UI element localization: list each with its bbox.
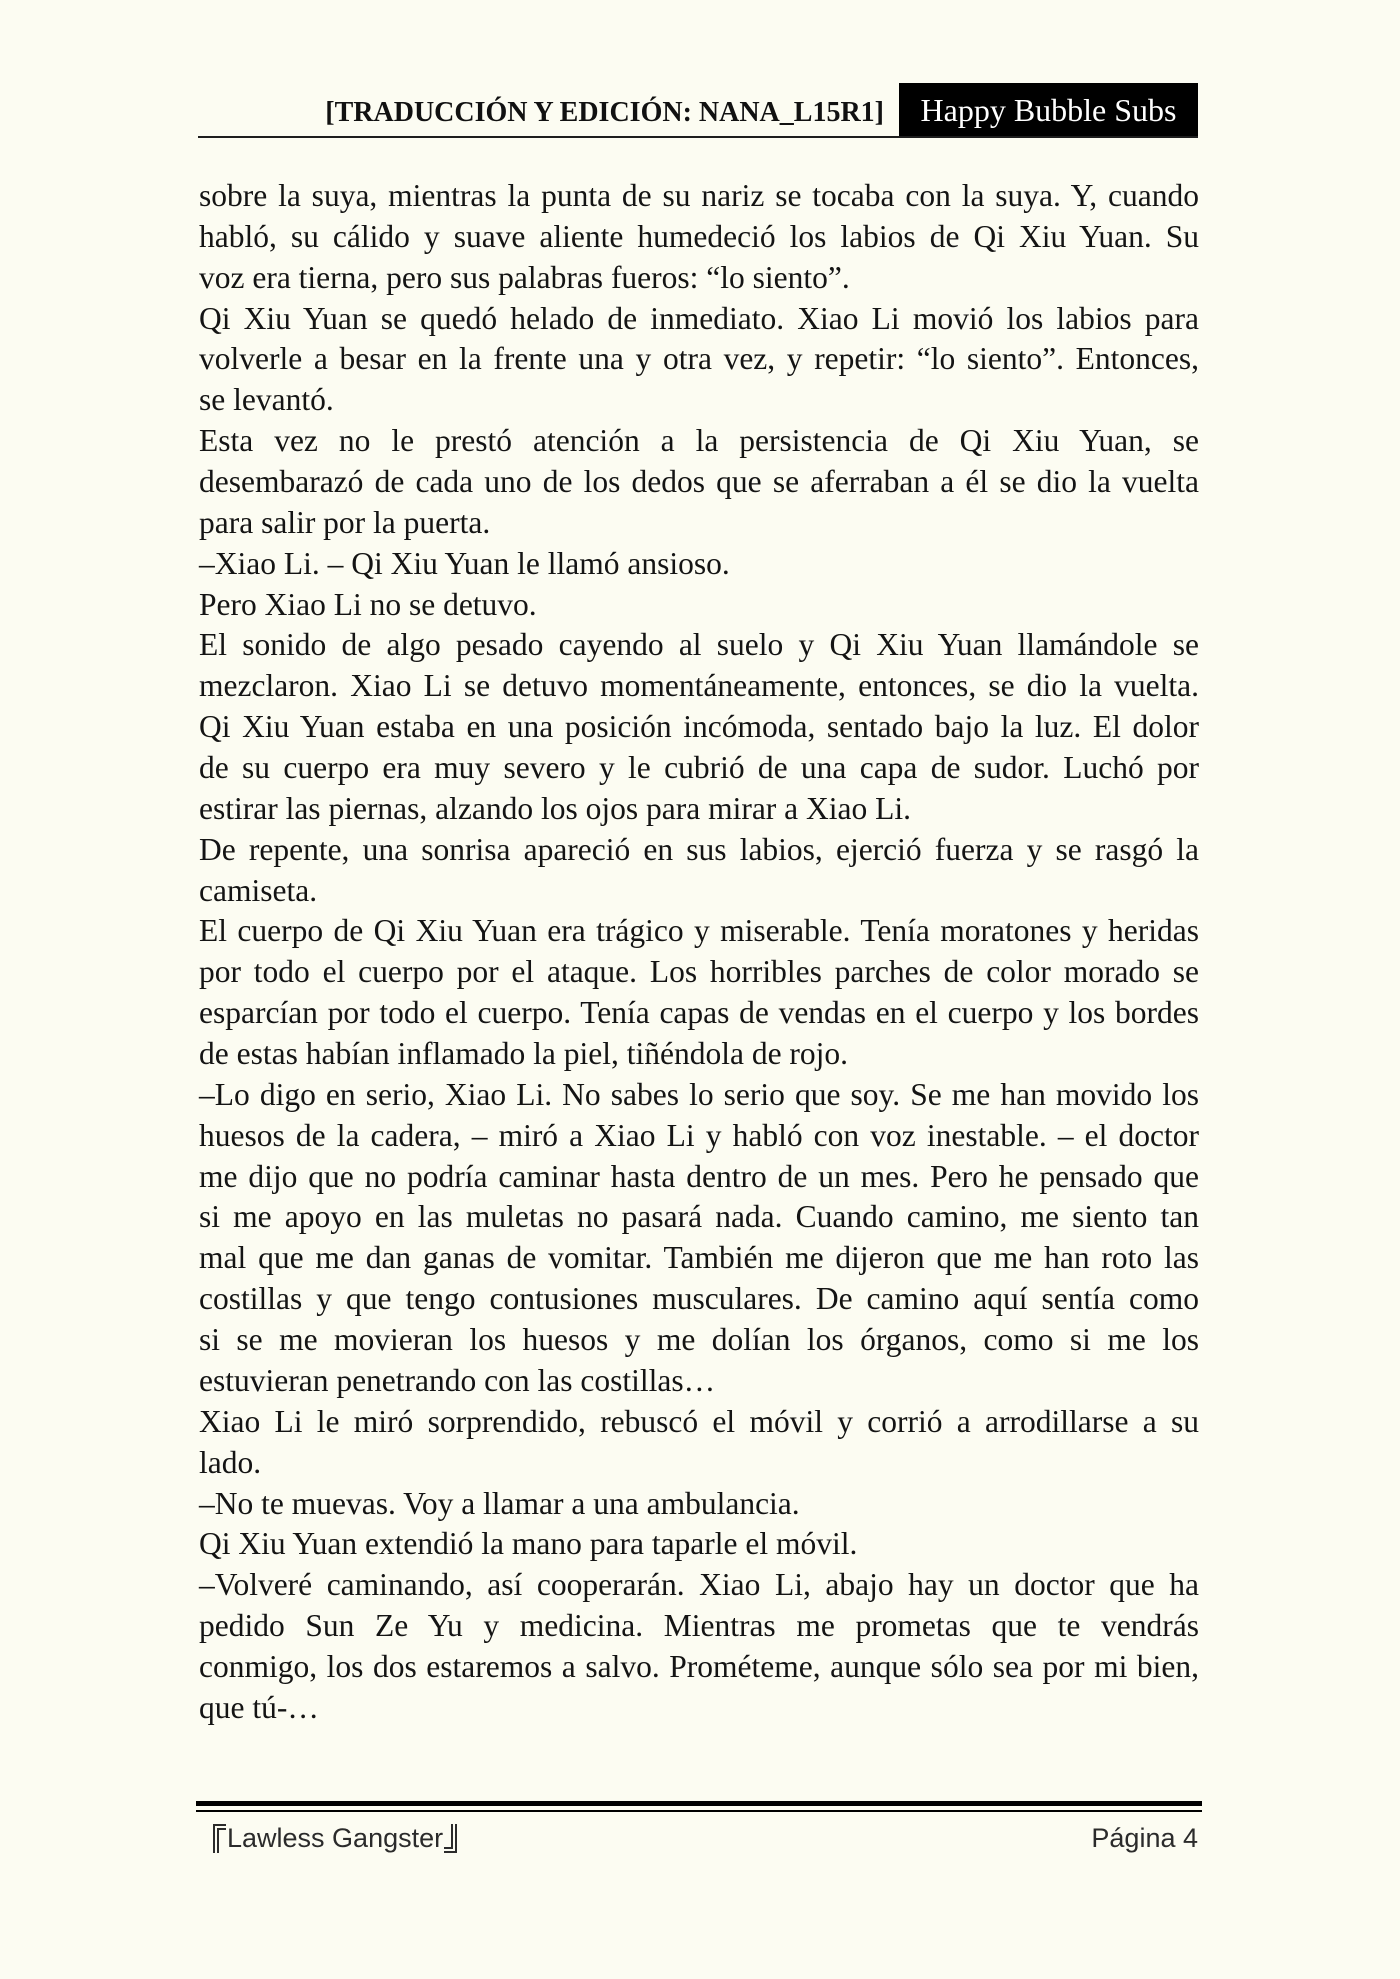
body-line: lado. bbox=[199, 1444, 262, 1480]
body-line: Qi Xiu Yuan extendió la mano para taparle el móvil. bbox=[199, 1526, 858, 1562]
body-line: que tú-… bbox=[199, 1689, 319, 1725]
footer-page-number: Página 4 bbox=[1091, 1823, 1198, 1853]
body-line: sobre la suya, mientras la punta de su nariz se tocaba con la suya. Y, cuando bbox=[199, 178, 1199, 213]
paragraph bbox=[199, 544, 1199, 585]
body-line: habló, su cálido y suave aliente humedeció los labios de Qi Xiu Yuan. Su bbox=[199, 218, 1199, 254]
white-corner-bracket-close bbox=[443, 1822, 460, 1854]
white-corner-bracket-open bbox=[210, 1822, 227, 1854]
footer-rule-thick bbox=[196, 1801, 1202, 1806]
paragraph bbox=[199, 1524, 1199, 1565]
body-line: desembarazó de cada uno de los dedos que se aferraban a él se dio la vuelta bbox=[199, 464, 1199, 500]
body-line: –No te muevas. Voy a llamar a una ambulancia. bbox=[199, 1485, 800, 1521]
paragraph bbox=[199, 299, 1199, 422]
paragraph bbox=[199, 830, 1199, 912]
body-line: si se me movieran los huesos y me dolían los órganos, como si me los bbox=[199, 1322, 1199, 1358]
body-line: camiseta. bbox=[199, 872, 318, 908]
paragraph bbox=[199, 707, 1199, 830]
footer-rule-thin bbox=[196, 1810, 1202, 1812]
paragraph bbox=[199, 1075, 1199, 1402]
body-line: estuvieran penetrando con las costillas… bbox=[199, 1362, 716, 1398]
body-line: costillas y que tengo contusiones musculares. De camino aquí sentía como bbox=[199, 1281, 1199, 1317]
body-line: esparcían por todo el cuerpo. Tenía capas de vendas en el cuerpo y los bordes bbox=[199, 995, 1199, 1031]
body-line: se levantó. bbox=[199, 382, 334, 418]
body-line: para salir por la puerta. bbox=[199, 504, 491, 540]
body-line: pedido Sun Ze Yu y medicina. Mientras me prometas que te vendrás bbox=[199, 1608, 1199, 1644]
body-line: volverle a besar en la frente una y otra vez, y repetir: “lo siento”. Entonces, bbox=[199, 341, 1199, 377]
header-translation-credit: [TRADUCCIÓN Y EDICIÓN: NANA_L15R1] bbox=[325, 97, 884, 128]
paragraph bbox=[199, 911, 1199, 1074]
body-line: De repente, una sonrisa apareció en sus labios, ejerció fuerza y se rasgó la bbox=[199, 831, 1199, 867]
body-line: –Xiao Li. – Qi Xiu Yuan le llamó ansioso. bbox=[199, 545, 730, 581]
header-group-name: Happy Bubble Subs bbox=[920, 92, 1177, 128]
body-line: mal que me dan ganas de vomitar. También me dijeron que me han roto las bbox=[199, 1240, 1199, 1276]
footer-title-text: Lawless Gangster bbox=[227, 1823, 444, 1853]
body-line: Qi Xiu Yuan se quedó helado de inmediato. Xiao Li movió los labios para bbox=[199, 300, 1199, 336]
paragraph bbox=[199, 625, 1199, 707]
body-line: –Lo digo en serio, Xiao Li. No sabes lo serio que soy. Se me han movido los bbox=[199, 1076, 1199, 1112]
header-group-badge bbox=[899, 83, 1198, 137]
body-line: estirar las piernas, alzando los ojos para mirar a Xiao Li. bbox=[199, 790, 911, 826]
body-line: mezclaron. Xiao Li se detuvo momentáneamente, entonces, se dio la vuelta. bbox=[199, 668, 1199, 704]
body-text bbox=[199, 176, 1199, 1729]
paragraph bbox=[199, 1484, 1199, 1525]
body-line: Esta vez no le prestó atención a la persistencia de Qi Xiu Yuan, se bbox=[199, 423, 1199, 459]
body-line: El sonido de algo pesado cayendo al suelo y Qi Xiu Yuan llamándole se bbox=[199, 627, 1199, 663]
body-line: de estas habían inflamado la piel, tiñéndola de rojo. bbox=[199, 1036, 849, 1072]
paragraph bbox=[199, 176, 1199, 299]
body-line: de su cuerpo era muy severo y le cubrió de una capa de sudor. Luchó por bbox=[199, 750, 1199, 786]
paragraph bbox=[199, 585, 1199, 626]
paragraph bbox=[199, 1402, 1199, 1484]
paragraph bbox=[199, 1565, 1199, 1728]
paragraph bbox=[199, 421, 1199, 544]
footer-book-title bbox=[210, 1821, 460, 1855]
body-line: El cuerpo de Qi Xiu Yuan era trágico y miserable. Tenía moratones y heridas bbox=[199, 913, 1199, 949]
header-rule bbox=[198, 136, 1198, 138]
body-line: voz era tierna, pero sus palabras fueros: “lo siento”. bbox=[199, 259, 850, 295]
body-line: por todo el cuerpo por el ataque. Los horribles parches de color morado se bbox=[199, 954, 1199, 990]
body-line: Pero Xiao Li no se detuvo. bbox=[199, 586, 537, 622]
body-line: –Volveré caminando, así cooperarán. Xiao Li, abajo hay un doctor que ha bbox=[199, 1567, 1199, 1603]
body-line: conmigo, los dos estaremos a salvo. Prométeme, aunque sólo sea por mi bien, bbox=[199, 1648, 1199, 1684]
body-line: Xiao Li le miró sorprendido, rebuscó el móvil y corrió a arrodillarse a su bbox=[199, 1403, 1199, 1439]
body-line: si me apoyo en las muletas no pasará nada. Cuando camino, me siento tan bbox=[199, 1199, 1199, 1235]
body-line: huesos de la cadera, – miró a Xiao Li y habló con voz inestable. – el doctor bbox=[199, 1117, 1199, 1153]
body-line: Qi Xiu Yuan estaba en una posición incómoda, sentado bajo la luz. El dolor bbox=[199, 709, 1199, 745]
body-line: me dijo que no podría caminar hasta dentro de un mes. Pero he pensado que bbox=[199, 1158, 1199, 1194]
